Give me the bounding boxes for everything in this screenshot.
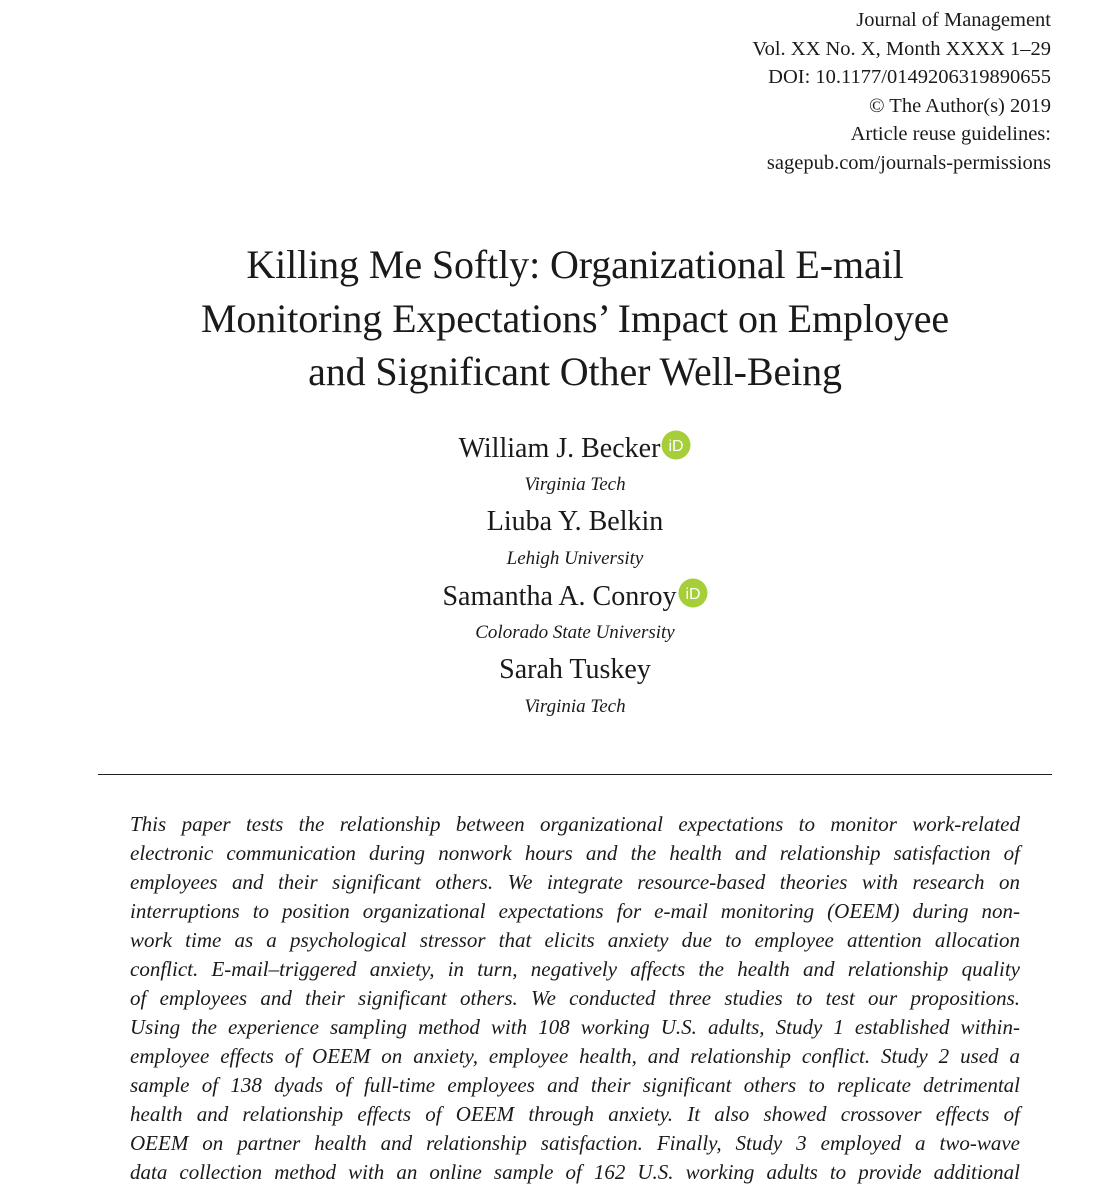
abstract xyxy=(130,810,1020,1187)
author-name-text: William J. Becker xyxy=(458,433,661,464)
abstract-line: interruptions to position organizational expectations for e-mail monitoring (OEEM) during non- xyxy=(130,899,1020,923)
orcid-icon[interactable] xyxy=(661,430,691,460)
author-name-text: Liuba Y. Belkin xyxy=(486,506,664,537)
author-name xyxy=(0,578,1100,614)
abstract-line: data collection method with an online sample of 162 U.S. working adults to provide additional xyxy=(130,1160,1020,1184)
title-line: and Significant Other Well-Being xyxy=(308,349,842,394)
section-divider xyxy=(98,774,1052,775)
abstract-line: work time as a psychological stressor that elicits anxiety due to employee attention allocation xyxy=(130,928,1020,952)
abstract-line: of employees and their significant others. We conducted three studies to test our propositions. xyxy=(130,986,1020,1010)
author-affiliation: Virginia Tech xyxy=(524,696,626,717)
author-name xyxy=(0,430,1100,466)
abstract-line: This paper tests the relationship between organizational expectations to monitor work-related xyxy=(130,812,1020,836)
svg-text:iD: iD xyxy=(668,438,684,455)
orcid-icon[interactable] xyxy=(678,578,708,608)
reuse-guidelines-label: Article reuse guidelines: xyxy=(850,123,1051,146)
journal-volume: Vol. XX No. X, Month XXXX 1–29 xyxy=(752,37,1051,60)
permissions-link[interactable]: sagepub.com/journals-permissions xyxy=(766,151,1051,174)
svg-text:iD: iD xyxy=(684,586,701,603)
author-name xyxy=(0,652,1100,688)
author-name xyxy=(0,504,1100,540)
author-list xyxy=(0,430,1100,726)
abstract-line: Using the experience sampling method with 108 working U.S. adults, Study 1 established within- xyxy=(130,1015,1020,1039)
abstract-line: health and relationship effects of OEEM through anxiety. It also showed crossover effects of xyxy=(130,1102,1020,1126)
abstract-line: employee effects of OEEM on anxiety, employee health, and relationship conflict. Study 2 used a xyxy=(130,1044,1020,1068)
journal-copyright: © The Author(s) 2019 xyxy=(868,94,1051,117)
abstract-line: conflict. E-mail–triggered anxiety, in turn, negatively affects the health and relationship quality xyxy=(130,957,1020,981)
author-name-text: Sarah Tuskey xyxy=(499,654,651,685)
author-affiliation: Colorado State University xyxy=(475,622,675,643)
journal-doi: DOI: 10.1177/0149206319890655 xyxy=(768,66,1051,89)
author-affiliation: Lehigh University xyxy=(506,548,644,569)
article-title xyxy=(0,238,1100,399)
author-affiliation: Virginia Tech xyxy=(524,474,626,495)
title-line: Monitoring Expectations’ Impact on Employee xyxy=(200,295,950,341)
journal-name: Journal of Management xyxy=(856,9,1051,31)
abstract-line: employees and their significant others. We integrate resource-based theories with research on xyxy=(130,870,1020,894)
journal-masthead xyxy=(752,6,1051,178)
abstract-line: electronic communication during nonwork hours and the health and relationship satisfaction of xyxy=(130,841,1020,865)
title-line: Killing Me Softly: Organizational E-mail xyxy=(246,242,904,287)
abstract-line: sample of 138 dyads of full-time employees and their significant others to replicate detrimental xyxy=(130,1073,1020,1097)
author-name-text: Samantha A. Conroy xyxy=(442,581,677,612)
abstract-line: OEEM on partner health and relationship satisfaction. Finally, Study 3 employed a two-wave xyxy=(130,1131,1020,1155)
